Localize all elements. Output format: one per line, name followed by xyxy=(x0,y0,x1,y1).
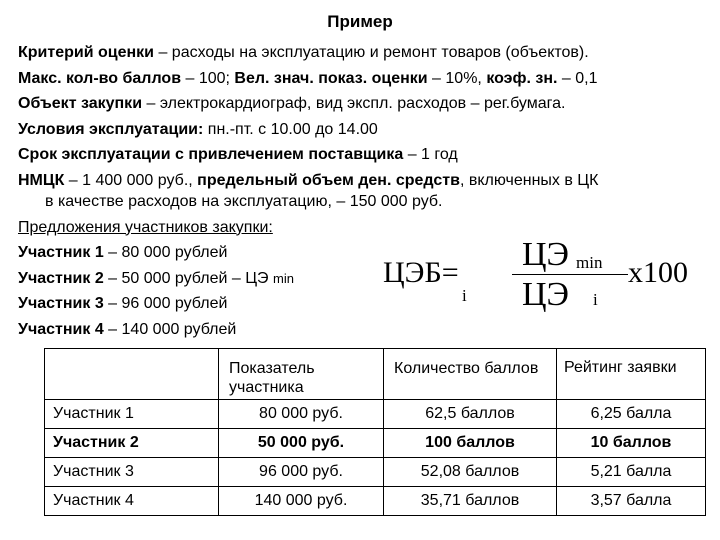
line-label-3: коэф. зн. xyxy=(486,69,558,87)
line-label-2: Вел. знач. показ. оценки xyxy=(234,69,428,87)
formula-numerator: ЦЭ xyxy=(522,236,569,273)
price-cell: 80 000 руб. xyxy=(219,400,384,429)
participant-line xyxy=(18,266,708,292)
operating-period-line xyxy=(18,142,708,168)
score-cell: 100 баллов xyxy=(384,429,557,458)
table-header-cell: Рейтинг заявки xyxy=(557,349,706,400)
line-text: – 140 000 рублей xyxy=(103,320,237,338)
line-text: – 96 000 рублей xyxy=(103,295,228,312)
slide-title: Пример xyxy=(327,12,393,31)
line-text: – 50 000 рублей – ЦЭ xyxy=(103,269,273,287)
line-text: – 1 год xyxy=(403,146,458,163)
nmck-continuation-line: в качестве расходов на эксплуатацию, – 150 000 руб. xyxy=(45,193,443,210)
price-cell: 140 000 руб. xyxy=(219,487,384,516)
line-label: НМЦК xyxy=(18,171,65,189)
formula-denominator-subscript: i xyxy=(593,290,598,309)
min-subscript: min xyxy=(273,270,294,286)
formula-lhs: ЦЭБ= xyxy=(383,256,459,289)
purchase-object-line xyxy=(18,91,708,117)
rating-cell: 10 баллов xyxy=(557,429,706,458)
rating-cell: 5,21 балла xyxy=(557,458,706,487)
table-row xyxy=(45,487,706,516)
score-cell: 35,71 баллов xyxy=(384,487,557,516)
line-text-3: – 0,1 xyxy=(557,69,598,87)
line-label: Участник 4 xyxy=(18,320,104,338)
participant-line xyxy=(18,240,708,266)
line-label: Участник 1 xyxy=(18,244,104,261)
line-text: – 1 400 000 руб., xyxy=(64,171,198,189)
line-label: Условия эксплуатации: xyxy=(18,120,204,138)
table-header-row xyxy=(45,349,706,400)
line-label: Объект закупки xyxy=(18,95,143,112)
table-row xyxy=(45,429,706,458)
table-row xyxy=(45,458,706,487)
results-table xyxy=(44,348,706,516)
line-label: Макс. кол-во баллов xyxy=(18,69,182,87)
max-score-line xyxy=(18,66,708,92)
formula-numerator-subscript: min xyxy=(576,253,603,272)
line-text-2: , включенных в ЦК xyxy=(459,171,599,189)
line-label: Участник 2 xyxy=(18,269,104,287)
formula-lhs-subscript: i xyxy=(462,286,467,305)
participant-name-cell: Участник 1 xyxy=(45,400,219,429)
line-text: пн.-пт. с 10.00 до 14.00 xyxy=(203,120,378,138)
line-label: Критерий оценки xyxy=(18,44,155,61)
text-block xyxy=(18,40,708,342)
table-header-cell xyxy=(45,349,219,400)
score-cell: 52,08 баллов xyxy=(384,458,557,487)
line-label-2: предельный объем ден. средств xyxy=(197,171,460,189)
participant-name-cell: Участник 3 xyxy=(45,458,219,487)
line-text-2: – 10%, xyxy=(427,69,487,87)
table-row xyxy=(45,400,706,429)
line-text: – 100; xyxy=(181,69,235,87)
rating-cell: 3,57 балла xyxy=(557,487,706,516)
formula-denominator: ЦЭ xyxy=(522,276,569,313)
fraction-bar xyxy=(512,274,628,275)
line-text: – расходы на эксплуатацию и ремонт товаров (объектов). xyxy=(154,44,589,61)
operating-conditions-line xyxy=(18,117,708,143)
participant-name-cell: Участник 2 xyxy=(45,429,219,458)
line-text: – электрокардиограф, вид экспл. расходов – рег.бумага. xyxy=(142,95,566,112)
participant-line xyxy=(18,291,708,317)
line-label: Срок эксплуатации с привлечением поставщика xyxy=(18,146,404,163)
price-cell: 50 000 руб. xyxy=(219,429,384,458)
participant-line xyxy=(18,317,708,343)
line-label: Участник 3 xyxy=(18,295,104,312)
table-header-cell: Показатель участника xyxy=(219,349,384,400)
line-text: – 80 000 рублей xyxy=(103,244,228,261)
proposals-heading: Предложения участников закупки: xyxy=(18,218,273,236)
rating-cell: 6,25 балла xyxy=(557,400,706,429)
score-cell: 62,5 баллов xyxy=(384,400,557,429)
table-header-cell: Количество баллов xyxy=(384,349,557,400)
participant-name-cell: Участник 4 xyxy=(45,487,219,516)
formula-multiplier: х100 xyxy=(628,256,688,289)
criterion-line xyxy=(18,40,708,66)
price-cell: 96 000 руб. xyxy=(219,458,384,487)
